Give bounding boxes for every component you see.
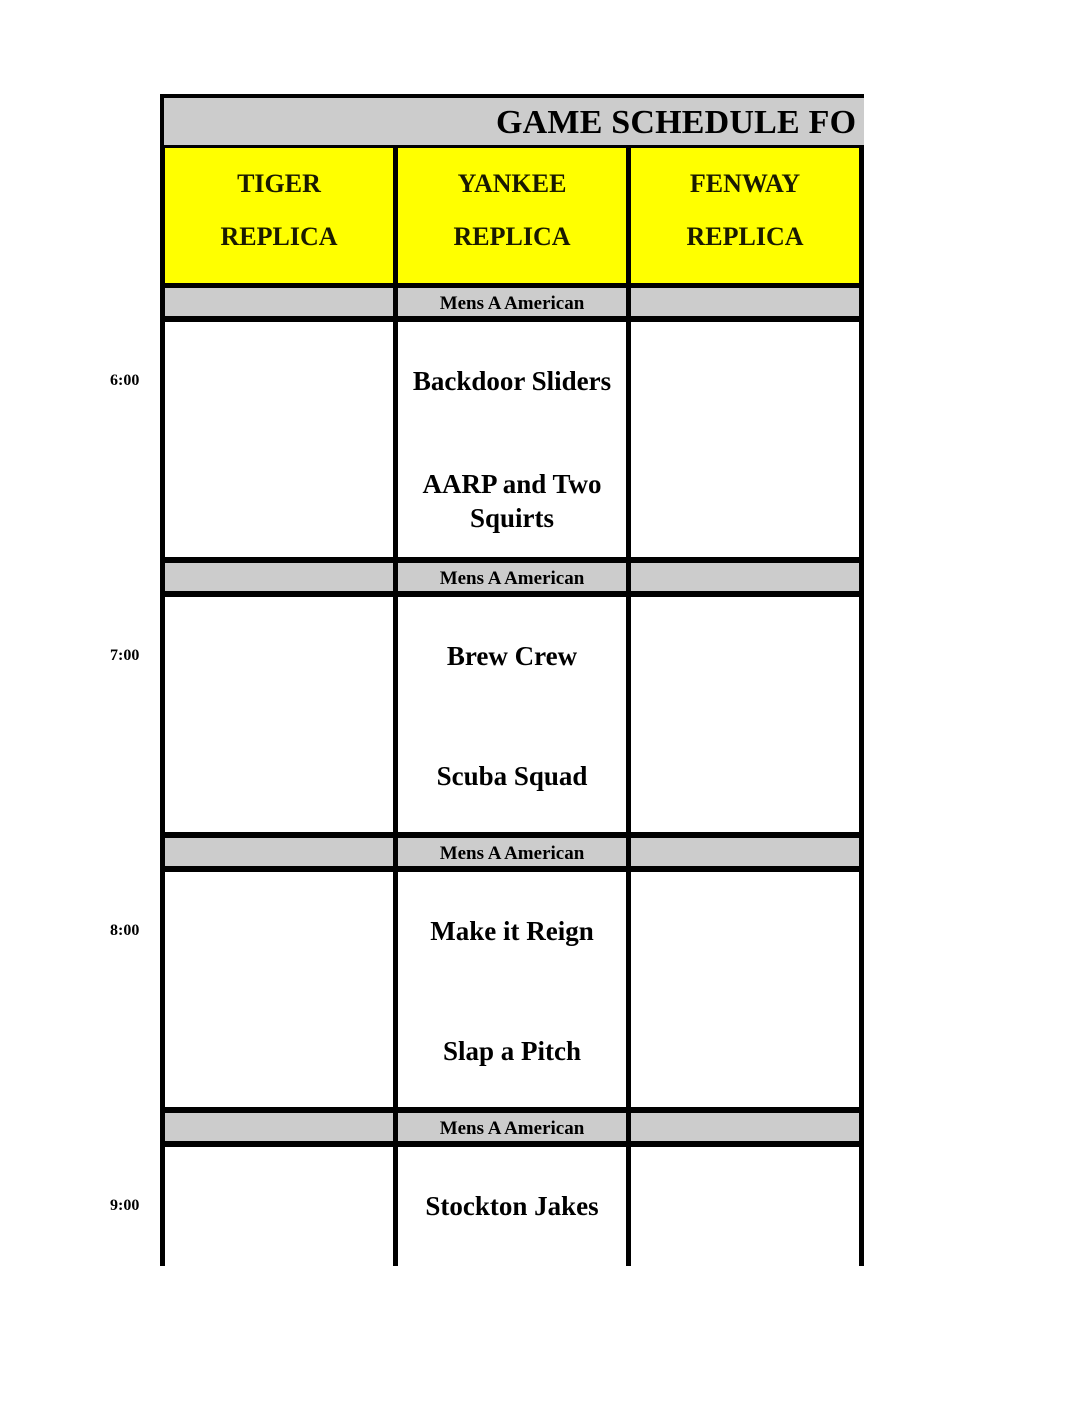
game-cell [631,1147,859,1266]
division-cell [631,838,859,866]
division-cell [165,288,393,316]
time-label: 9:00 [110,1197,140,1214]
game-cell [398,872,626,1107]
game-cell [398,322,626,557]
division-label: Mens A American [439,568,585,589]
away-team: Scuba Squad [436,761,588,791]
time-label: 7:00 [110,647,140,664]
field-header-fenway [631,148,859,283]
field-header-tiger [165,148,393,283]
away-team: AARP and Two Squirts [422,469,602,533]
home-team: Backdoor Sliders [412,366,612,396]
game-cell [398,597,626,832]
game-cell [165,597,393,832]
field-type: REPLICA [453,222,571,251]
title-bar [160,94,864,145]
division-cell [631,288,859,316]
page-title: GAME SCHEDULE FO [496,104,857,141]
game-cell [165,1147,393,1266]
home-team: Brew Crew [446,641,578,671]
schedule-grid [160,145,864,1266]
division-label: Mens A American [439,843,585,864]
game-cell [165,872,393,1107]
division-label: Mens A American [439,293,585,314]
division-cell [631,1113,859,1141]
division-cell [398,563,626,591]
division-label: Mens A American [439,1118,585,1139]
division-cell [165,838,393,866]
game-cell [631,597,859,832]
field-name: FENWAY [689,169,801,198]
time-label: 6:00 [110,372,140,389]
division-cell [165,1113,393,1141]
game-cell [631,322,859,557]
home-team: Stockton Jakes [425,1191,599,1221]
time-label: 8:00 [110,922,140,939]
field-header-yankee [398,148,626,283]
division-cell [398,1113,626,1141]
game-cell [631,872,859,1107]
division-cell [631,563,859,591]
field-type: REPLICA [686,222,804,251]
division-cell [165,563,393,591]
home-team: Make it Reign [430,916,594,946]
field-type: REPLICA [220,222,338,251]
game-cell [398,1147,626,1266]
field-name: TIGER [237,169,321,198]
field-name: YANKEE [457,169,567,198]
division-cell [398,288,626,316]
division-cell [398,838,626,866]
away-team: Slap a Pitch [442,1036,582,1066]
game-cell [165,322,393,557]
